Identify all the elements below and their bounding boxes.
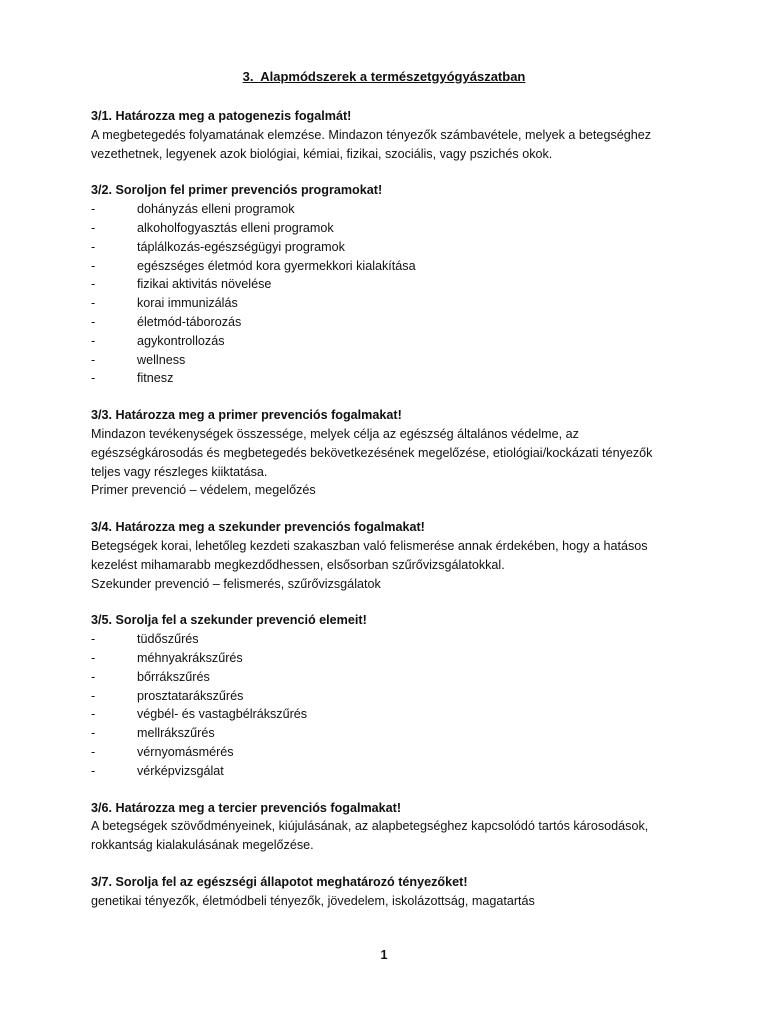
qa-section bbox=[91, 406, 691, 500]
list-item bbox=[91, 630, 691, 649]
list-item bbox=[91, 649, 691, 668]
list-item bbox=[91, 762, 691, 781]
qa-section bbox=[91, 873, 691, 911]
list-item bbox=[91, 369, 691, 388]
answer-line: Szekunder prevenció – felismerés, szűrővizsgálatok bbox=[91, 576, 381, 591]
list-item bbox=[91, 219, 691, 238]
list-item bbox=[91, 705, 691, 724]
list-dash: - bbox=[91, 707, 96, 722]
qa-section bbox=[91, 799, 691, 855]
question-heading: 3/1. Határozza meg a patogenezis fogalmát! bbox=[91, 109, 352, 123]
list-item-text: agykontrollozás bbox=[137, 333, 225, 348]
list-item-text: végbél- és vastagbélrákszűrés bbox=[137, 707, 308, 722]
answer-line: Primer prevenció – védelem, megelőzés bbox=[91, 483, 316, 498]
answer-line: rokkantság kialakulásának megelőzése. bbox=[91, 838, 314, 853]
list-item bbox=[91, 275, 691, 294]
list-dash: - bbox=[91, 744, 96, 759]
list-item bbox=[91, 332, 691, 351]
question-heading: 3/2. Soroljon fel primer prevenciós programokat! bbox=[91, 183, 383, 198]
question-heading: 3/6. Határozza meg a tercier prevenciós fogalmakat! bbox=[91, 800, 402, 815]
list-item bbox=[91, 687, 691, 706]
question-heading: 3/5. Sorolja fel a szekunder prevenció elemeit! bbox=[91, 613, 367, 628]
qa-section bbox=[91, 107, 691, 163]
list-dash: - bbox=[91, 296, 96, 311]
answer-line: vezethetnek, legyenek azok biológiai, kémiai, fizikai, szociális, vagy pszichés okok. bbox=[91, 146, 553, 161]
question-heading: 3/4. Határozza meg a szekunder prevenciós fogalmakat! bbox=[91, 520, 425, 535]
qa-section bbox=[91, 518, 691, 593]
list-item bbox=[91, 724, 691, 743]
list-dash: - bbox=[91, 371, 96, 386]
qa-section bbox=[91, 611, 691, 780]
answer-line: teljes vagy részleges kiiktatása. bbox=[91, 464, 268, 479]
list-item-text: wellness bbox=[137, 352, 186, 367]
list-dash: - bbox=[91, 333, 96, 348]
list-item-text: egészséges életmód kora gyermekkori kialakítása bbox=[137, 258, 416, 273]
list-dash: - bbox=[91, 314, 96, 329]
answer-line: A megbetegedés folyamatának elemzése. Mindazon tényezők számbavétele, melyek a betegséghez bbox=[91, 127, 652, 142]
document-content bbox=[91, 107, 691, 928]
list-item-text: bőrrákszűrés bbox=[137, 669, 210, 684]
list-item bbox=[91, 668, 691, 687]
list-dash: - bbox=[91, 220, 96, 235]
answer-line: A betegségek szövődményeinek, kiújulásának, az alapbetegséghez kapcsolódó tartós károsodások, bbox=[91, 819, 649, 834]
list-item bbox=[91, 743, 691, 762]
list-dash: - bbox=[91, 669, 96, 684]
list-item-text: alkoholfogyasztás elleni programok bbox=[137, 220, 334, 235]
list-item-text: tüdőszűrés bbox=[137, 632, 199, 647]
list-dash: - bbox=[91, 239, 96, 254]
list-item-text: prosztatarákszűrés bbox=[137, 688, 244, 703]
list-dash: - bbox=[91, 202, 96, 217]
page-number: 1 bbox=[380, 948, 388, 962]
list-item bbox=[91, 351, 691, 370]
question-heading: 3/7. Sorolja fel az egészségi állapotot meghatározó tényezőket! bbox=[91, 874, 468, 889]
chapter-title: 3. Alapmódszerek a természetgyógyászatban bbox=[242, 69, 526, 84]
list-item-text: vérnyomásmérés bbox=[137, 744, 234, 759]
list-item-text: méhnyakrákszűrés bbox=[137, 650, 243, 665]
question-heading: 3/3. Határozza meg a primer prevenciós fogalmakat! bbox=[91, 408, 402, 423]
list-item bbox=[91, 294, 691, 313]
list-item bbox=[91, 238, 691, 257]
list-dash: - bbox=[91, 763, 96, 778]
list-item-text: fizikai aktivitás növelése bbox=[137, 277, 272, 292]
list-item-text: dohányzás elleni programok bbox=[137, 202, 295, 217]
list-item bbox=[91, 257, 691, 276]
list-item bbox=[91, 313, 691, 332]
answer-line: egészségkárosodás és megbetegedés bekövetkezésének megelőzése, etiológiai/kockázati tényezők bbox=[91, 445, 653, 460]
list-dash: - bbox=[91, 352, 96, 367]
list-item-text: táplálkozás-egészségügyi programok bbox=[137, 239, 345, 254]
answer-line: Betegségek korai, lehetőleg kezdeti szakaszban való felismerése annak érdekében, hogy a hatásos bbox=[91, 538, 648, 553]
answer-line: kezelést mihamarabb megkezdődhessen, elsősorban szűrővizsgálatokkal. bbox=[91, 557, 505, 572]
list-dash: - bbox=[91, 277, 96, 292]
list-dash: - bbox=[91, 258, 96, 273]
list-dash: - bbox=[91, 650, 96, 665]
list-item-text: fitnesz bbox=[137, 371, 174, 386]
list-dash: - bbox=[91, 726, 96, 741]
answer-line: genetikai tényezők, életmódbeli tényezők, jövedelem, iskolázottság, magatartás bbox=[91, 893, 535, 908]
answer-line: Mindazon tevékenységek összessége, melyek célja az egészség általános védelme, az bbox=[91, 426, 579, 441]
list-item-text: életmód-táborozás bbox=[137, 314, 242, 329]
list-dash: - bbox=[91, 688, 96, 703]
list-item bbox=[91, 200, 691, 219]
qa-section bbox=[91, 181, 691, 388]
list-item-text: mellrákszűrés bbox=[137, 726, 215, 741]
list-item-text: vérképvizsgálat bbox=[137, 763, 224, 778]
list-dash: - bbox=[91, 632, 96, 647]
list-item-text: korai immunizálás bbox=[137, 296, 238, 311]
